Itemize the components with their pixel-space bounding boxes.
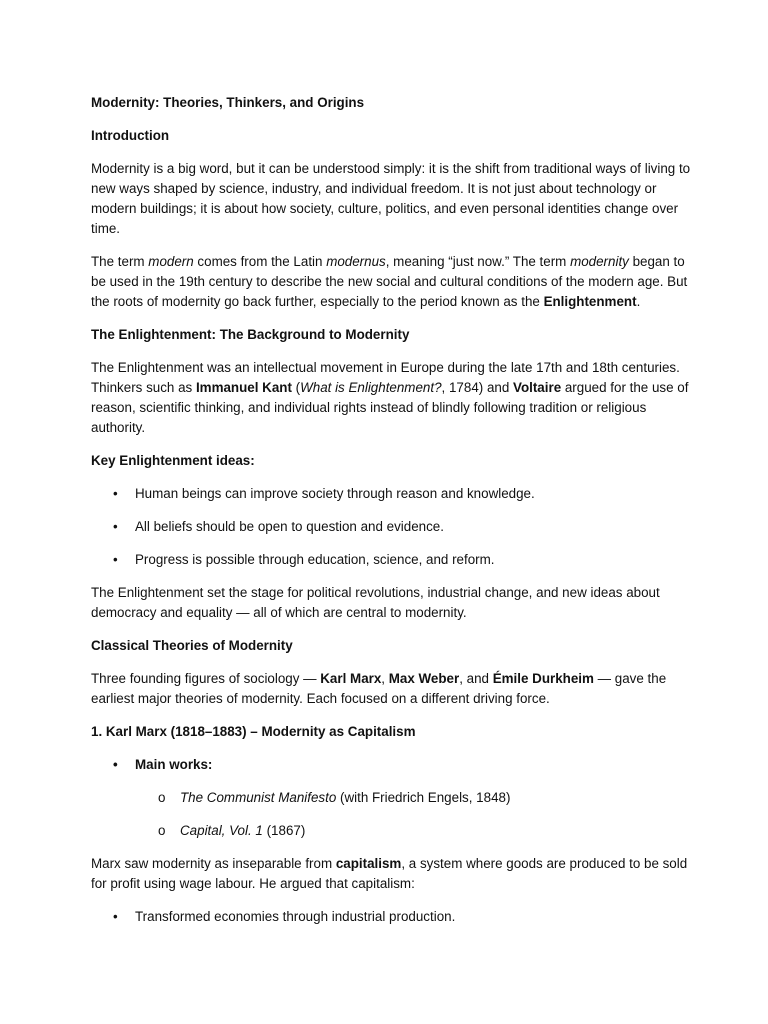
text-run: . xyxy=(636,294,641,309)
italic-term-modern: modern xyxy=(148,254,194,269)
text-run: , a system where goods are produced to be sold for profit using wage labour. He argued that capitalism: xyxy=(91,856,688,891)
sub-list-item xyxy=(91,821,691,841)
text-run: The Enlightenment was an intellectual movement in Europe during the late 17th and 18th centuries. Thinkers such as xyxy=(91,360,680,395)
bold-name-durkheim: Émile Durkheim xyxy=(492,671,594,686)
work-detail: (1867) xyxy=(262,823,306,838)
classical-paragraph-1 xyxy=(91,669,691,709)
italic-work-title: What is Enlightenment? xyxy=(300,380,442,395)
key-ideas-list xyxy=(91,484,691,570)
italic-term-modernity: modernity xyxy=(570,254,629,269)
section-heading-marx: 1. Karl Marx (1818–1883) – Modernity as Capitalism xyxy=(91,724,416,739)
list-item xyxy=(91,550,691,570)
marx-paragraph-1 xyxy=(91,854,691,894)
enlightenment-paragraph-2: The Enlightenment set the stage for political revolutions, industrial change, and new ideas about democracy and equality — all of which are central to modernity. xyxy=(91,585,660,620)
main-works-label: Main works: xyxy=(135,757,213,772)
text-run: The term xyxy=(91,254,149,269)
bullet-icon: • xyxy=(113,486,118,501)
circle-bullet-icon: o xyxy=(158,790,166,805)
bold-term-enlightenment: Enlightenment xyxy=(543,294,637,309)
italic-term-modernus: modernus xyxy=(326,254,386,269)
bold-term-capitalism: capitalism xyxy=(335,856,402,871)
marx-points-list xyxy=(91,907,691,927)
work-detail: (with Friedrich Engels, 1848) xyxy=(336,790,511,805)
work-title: Capital, Vol. 1 xyxy=(180,823,263,838)
text-run: argued for the use of reason, scientific thinking, and individual rights instead of blindly following tradition or religious authority. xyxy=(91,380,689,435)
work-title: The Communist Manifesto xyxy=(180,790,337,805)
list-item-text: Transformed economies through industrial production. xyxy=(135,909,456,924)
bullet-icon: • xyxy=(113,909,118,924)
list-item xyxy=(91,484,691,504)
bold-name-voltaire: Voltaire xyxy=(513,380,562,395)
marx-works-sublist xyxy=(91,788,691,841)
sub-list-item xyxy=(91,788,691,808)
intro-paragraph-2 xyxy=(91,252,691,312)
document-page xyxy=(91,93,691,940)
text-run: — gave the earliest major theories of modernity. Each focused on a different driving force. xyxy=(91,671,667,706)
enlightenment-paragraph-1 xyxy=(91,358,691,438)
text-run: , and xyxy=(459,671,493,686)
text-run: ( xyxy=(291,380,301,395)
section-heading-enlightenment: The Enlightenment: The Background to Modernity xyxy=(91,327,410,342)
list-item-text: All beliefs should be open to question and evidence. xyxy=(135,519,444,534)
text-run: , 1784) and xyxy=(441,380,514,395)
bullet-icon: • xyxy=(113,519,118,534)
bullet-icon: • xyxy=(113,757,118,772)
list-item xyxy=(91,517,691,537)
bold-name-marx: Karl Marx xyxy=(320,671,382,686)
key-ideas-heading: Key Enlightenment ideas: xyxy=(91,453,255,468)
section-heading-introduction: Introduction xyxy=(91,128,170,143)
circle-bullet-icon: o xyxy=(158,823,166,838)
bullet-icon: • xyxy=(113,552,118,567)
list-item xyxy=(91,755,691,775)
document-title: Modernity: Theories, Thinkers, and Origins xyxy=(91,95,365,110)
section-heading-classical-theories: Classical Theories of Modernity xyxy=(91,638,293,653)
list-item xyxy=(91,907,691,927)
list-item-text: Progress is possible through education, science, and reform. xyxy=(135,552,495,567)
text-run: began to be used in the 19th century to describe the new social and cultural conditions of the modern age. But the roots of modernity go back further, especially to the period known as the xyxy=(91,254,688,309)
text-run: , xyxy=(381,671,389,686)
text-run: Marx saw modernity as inseparable from xyxy=(91,856,336,871)
text-run: , meaning “just now.” The term xyxy=(385,254,571,269)
bold-name-weber: Max Weber xyxy=(388,671,460,686)
intro-paragraph-1: Modernity is a big word, but it can be understood simply: it is the shift from traditional ways of living to new ways shaped by science, industry, and individual freedom. It is not just about technology or modern buildings; it is about how society, culture, politics, and even personal identities change over time. xyxy=(91,161,691,236)
text-run: Three founding figures of sociology — xyxy=(91,671,321,686)
list-item-text: Human beings can improve society through reason and knowledge. xyxy=(135,486,535,501)
main-works-list xyxy=(91,755,691,775)
text-run: comes from the Latin xyxy=(193,254,327,269)
bold-name-kant: Immanuel Kant xyxy=(195,380,292,395)
